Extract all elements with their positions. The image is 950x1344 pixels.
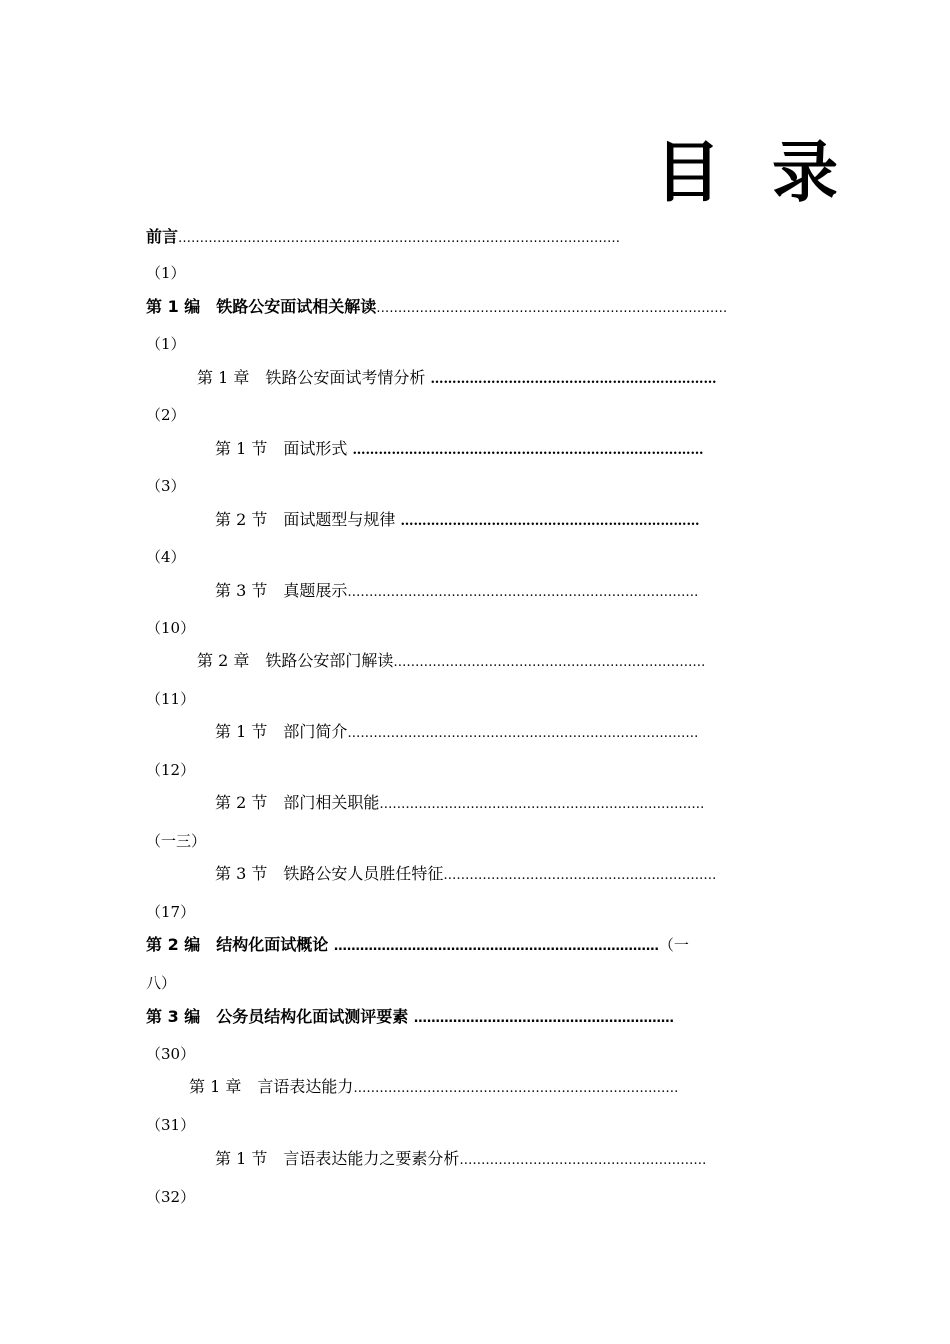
toc-entry-part-1[interactable] (146, 297, 727, 319)
toc-entry-title: 第 3 节 真题展示 (215, 581, 348, 600)
toc-leader-dots: ……………………………………………………………………… (347, 585, 699, 600)
toc-leader-dots: ………………………………………………………………… (333, 939, 659, 954)
toc-entry-title: 第 1 节 部门简介 (215, 722, 348, 741)
toc-entry-title: 第 2 章 铁路公安部门解读 (197, 651, 394, 670)
toc-entry-title: 第 1 章 铁路公安面试考情分析 (197, 368, 431, 387)
toc-entry-part-3[interactable] (146, 1007, 674, 1029)
toc-page-number: （31） (146, 1116, 196, 1134)
toc-page-number: （4） (146, 548, 186, 566)
toc-leader-dots: …………………………………………………… (413, 1011, 674, 1026)
toc-page-number: （1） (146, 335, 186, 353)
toc-entry-title: 第 1 节 言语表达能力之要素分析 (215, 1149, 460, 1168)
toc-entry-preface[interactable] (146, 227, 620, 249)
toc-leader-dots: ………………………………………………………………… (379, 797, 705, 812)
toc-leader-dots: ………………………………………………………………… (353, 1081, 679, 1096)
toc-leader-dots: ……………………………………………………………………… (352, 443, 704, 458)
toc-entry-section-1-2-3[interactable] (215, 864, 716, 886)
toc-entry-title: 第 1 编 铁路公安面试相关解读 (146, 297, 377, 316)
toc-page-number-start: （一 (658, 936, 689, 954)
toc-entry-chapter-1-2[interactable] (197, 651, 705, 673)
toc-entry-title: 第 2 节 面试题型与规律 (215, 510, 401, 529)
toc-entry-title: 第 3 节 铁路公安人员胜任特征 (215, 864, 444, 883)
toc-page-number: 八） (146, 974, 177, 992)
toc-entry-title: 第 3 编 公务员结构化面试测评要素 (146, 1007, 414, 1026)
toc-entry-part-2[interactable] (146, 935, 689, 957)
toc-entry-title: 第 2 编 结构化面试概论 (146, 935, 334, 954)
toc-entry-title: 前言 (146, 227, 179, 246)
toc-page-number: （11） (146, 690, 196, 708)
toc-leader-dots: ……………………………………………………… (443, 868, 717, 883)
toc-leader-dots: ……………………………………………………………… (393, 655, 706, 670)
toc-leader-dots: ……………………………………………………………………… (376, 301, 728, 316)
toc-entry-chapter-3-1[interactable] (189, 1077, 678, 1099)
toc-page-number: （一三） (146, 832, 207, 850)
toc-page-number: （30） (146, 1045, 196, 1063)
toc-page-number: （17） (146, 903, 196, 921)
toc-entry-title: 第 2 节 部门相关职能 (215, 793, 380, 812)
toc-leader-dots: ………………………………………………………………………………………… (178, 231, 621, 246)
toc-entry-title: 第 1 章 言语表达能力 (189, 1077, 354, 1096)
toc-page-number: （32） (146, 1188, 196, 1206)
toc-page-number: （2） (146, 406, 186, 424)
toc-entry-section-1-1-3[interactable] (215, 581, 698, 603)
toc-entry-section-1-2-1[interactable] (215, 722, 698, 744)
toc-entry-section-1-1-2[interactable] (215, 510, 699, 532)
toc-leader-dots: ………………………………………………………… (430, 372, 717, 387)
toc-leader-dots: …………………………………………………………… (400, 514, 700, 529)
toc-entry-title: 第 1 节 面试形式 (215, 439, 353, 458)
toc-leader-dots: ………………………………………………… (459, 1153, 707, 1168)
toc-entry-chapter-1-1[interactable] (197, 368, 716, 390)
toc-page-number: （10） (146, 619, 196, 637)
toc-entry-section-1-2-2[interactable] (215, 793, 704, 815)
toc-page-number: （12） (146, 761, 196, 779)
toc-page-number: （3） (146, 477, 186, 495)
toc-leader-dots: ……………………………………………………………………… (347, 726, 699, 741)
toc-entry-section-3-1-1[interactable] (215, 1149, 706, 1171)
page-title: 目 录 (655, 134, 852, 211)
toc-entry-section-1-1-1[interactable] (215, 439, 703, 461)
toc-page-number: （1） (146, 264, 186, 282)
